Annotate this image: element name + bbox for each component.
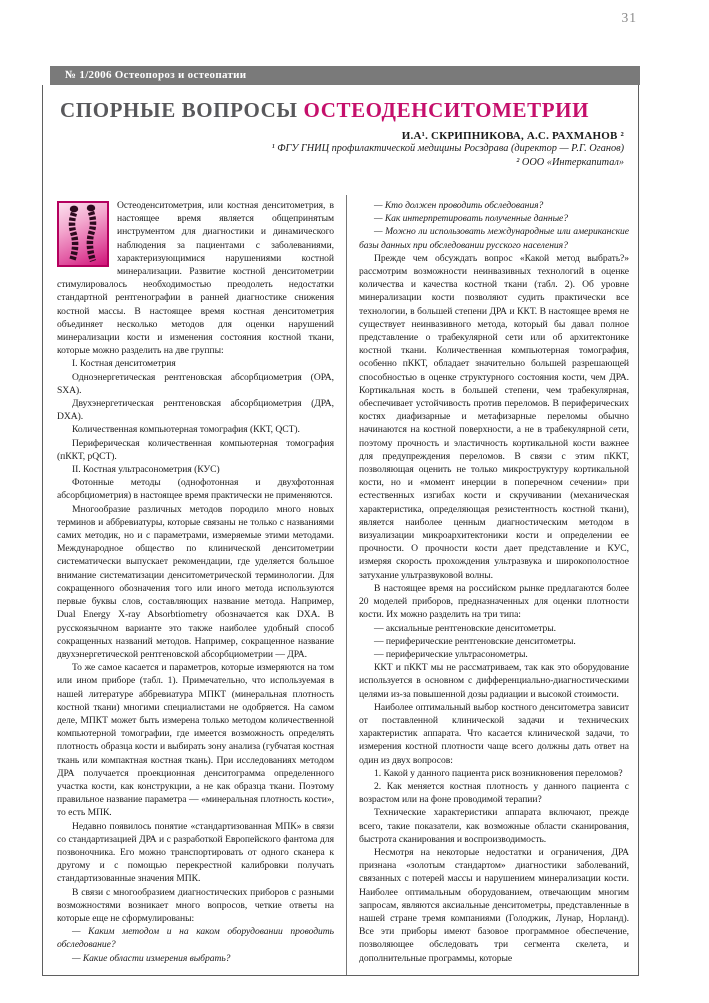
paragraph: — аксиальные рентгеновские денситометры. [374,622,556,634]
spine-silhouettes-image [57,201,109,267]
article-columns [43,195,638,975]
paragraph: 2. Как меняется костная плотность у данного пациента с возрастом или на фоне проводимой терапии? [359,780,629,806]
paragraph: — Кто должен проводить обследования? [374,200,544,211]
paragraph: Технические характеристики аппарата включают, прежде всего, такие показатели, как возможные области сканирования, быстрота сканирования и воспроизводимость. [359,807,629,845]
page-number: 31 [621,10,637,25]
paragraph: — Какие области измерения выбрать? [72,952,231,964]
authors-line: И.А¹. СКРИПНИКОВА, А.С. РАХМАНОВ ² [401,130,624,142]
left-column [43,195,346,975]
paragraph: Прежде чем обсуждать вопрос «Какой метод выбрать?» рассмотрим возможности неинвазивных технологий в оценке количества и качества костной ткани (табл. 2). Об уровне минерализации кости позволяют судить практически все технологии, в большей степени ДРА и ККТ. В настоящее время не существует неинвазивного метода, который бы давал полное представление о трабекулярной сети или об архитектонике костной ткани. Количественная компьютерная томография, особенно пККТ, обладает значительно большей разрешающей способностью в оценке структурного состояния кости, чем ДРА. Кортикальная кость в большей степени, чем трабекулярная, обеспечивает устойчивость против переломов. В периферических костях диафизарные и метафизарные переломы обычно начинаются на костной поверхности, а не в трабекулярной сети, поэтому прочность и эластичность кортикальной кости важнее для предупреждения переломов. В связи с этим пККТ, позволяющая оценить не только микроструктуру кортикальной кости, но и «момент инерции в поперечном сечении» при естественных изгибах кости и скручивании (механическая характеристика, определяющая резистентность костной ткани), является наиболее ценным диагностическим методом в визуализации микроархитектоники кости и определении ее прочности. О прочности кости дает представление и КУС, измеряя скорость прохождения ультразвука и широкополостное затухание ультразвуковой волны. [359,252,629,581]
paragraph: I. Костная денситометрия [72,358,176,370]
paragraph: Остеоденситометрия, или костная денситометрия, в настоящее время является общепринятым инструментом для диагностики и динамического наблюдения за пациентами с заболеваниями, характеризующимися нарушениями костной минерализации. Развитие костной денситометрии стимулировалось необходимостью преодолеть недостатки стандартной рентгенографии в ранней диагностике снижения костной массы. В настоящее время костная денситометрия объединяет несколько методов для оценки нарушений минерализации кости и изменения состояния костной ткани, которые можно разделить на две группы: [57,200,334,357]
journal-issue-label: № 1/2006 Остеопороз и остеопатии [65,69,247,81]
article-title-main: СПОРНЫЕ ВОПРОСЫ [60,98,298,122]
right-column [346,195,638,975]
paragraph: Одноэнергетическая рентгеновская абсорбциометрия (ОРА, SXA). [57,371,334,396]
paragraph: — Можно ли использовать международные или американские базы данных при обследовании русского населения? [359,226,629,251]
paragraph: Фотонные методы (однофотонная и двухфотонная абсорбциометрия) в настоящее время практически не применяются. [57,477,334,502]
paragraph: В связи с многообразием диагностических приборов с разными возможностями возникает много вопросов, четкие ответы на которые еще не сформулированы: [57,886,334,924]
title-block [43,98,638,195]
paragraph: ККТ и пККТ мы не рассматриваем, так как это оборудование используется в основном с дифференциально-диагностическими целями из-за повышенной дозы радиации и высокой стоимости. [359,662,629,700]
journal-header-bar [50,66,640,85]
paragraph: Недавно появилось понятие «стандартизованная МПК» в связи со стандартизацией ДРА и с разработкой Европейского фантома для позвоночника. Его можно транспортировать от одного сканера к другому и с помощью перекрестной калибровки получать стандартизованные значения МПК. [57,820,334,885]
affiliation-2: ² ООО «Интеркапитал» [516,156,624,168]
paragraph: — периферические ультрасонометры. [374,648,528,660]
paragraph: Многообразие различных методов породило много новых терминов и аббревиатуры, которые связаны не только с названиями самих методик, но и с параметрами, измеряемые этими методами. Международное общество по клинической денситометрии систематически выпускает рекомендации, где уделяется большое внимание систематизации денситометрической терминологии. Для сокращенного обозначения того или иного метода используются первые буквы слов, составляющих название метода. Например, Dual Energy X-ray Absorbtiometry обозначается как DXA. В русскоязычном варианте это также наиболее удобный способ сокращенных названий методов. Например, сокращенное название двухэнергетической рентгеновской абсорбциометрии — ДРА. [57,503,334,660]
paragraph: — Как интерпретировать полученные данные? [374,213,569,225]
paragraph: — периферические рентгеновские денситометры. [374,635,576,647]
article-title-accent: ОСТЕОДЕНСИТОМЕТРИИ [303,98,590,122]
paragraph: Периферическая количественная компьютерная томография (пККТ, pQCT). [57,437,334,462]
article-title [60,98,638,123]
paragraph: Количественная компьютерная томография (ККТ, QCT). [72,424,300,436]
article-frame [42,85,639,976]
paragraph: 1. Какой у данного пациента риск возникновения переломов? [374,767,623,779]
affiliation-1: ¹ ФГУ ГНИЦ профилактической медицины Росздрава (директор — Р.Г. Оганов) [271,143,624,154]
paragraph: II. Костная ультрасонометрия (КУС) [72,464,220,476]
paragraph: Двухэнергетическая рентгеновская абсорбциометрия (ДРА, DXA). [57,398,334,423]
paragraph: Несмотря на некоторые недостатки и ограничения, ДРА признана «золотым стандартом» диагностики заболеваний, связанных с потерей массы и нарушением минерализации кости. Наиболее оптимальным оборудованием, отвечающим многим запросам, являются аксиальные денситометры, представленные в нашей стране тремя компаниями (Голоджик, Лунар, Норланд). Все эти приборы имеют базовое программное обеспечение, позволяющее обследовать три сегмента скелета, и дополнительные программы, которые [359,846,629,964]
spine-icon [59,203,107,265]
paragraph: То же самое касается и параметров, которые измеряются на том или ином приборе (табл. 1). Примечательно, что используемая в нашей литературе аббревиатура МПКТ (минеральная плотность костной ткани) многими специалистами не одобряется. На самом деле, МПКТ может быть измерена только методом количественной компьютерной томографии, где имеется возможность определять плотность образца кости и выбирать зону анализа (губчатая костная ткань или компактная костная ткань). При исследованиях методом ДРА получается проекционная денситограмма определенного участка кости, как конструкции, а не как образца ткани. Поэтому правильное название параметра — «минеральная плотность кости», то есть МПК. [57,662,334,819]
paragraph: В настоящее время на российском рынке предлагаются более 20 моделей приборов, предназначенных для оценки плотности кости. Их можно разделить на три типа: [359,582,629,621]
paragraph: — Каким методом и на каком оборудовании проводить обследование? [57,926,334,951]
paragraph: Наиболее оптимальный выбор костного денситометра зависит от поставленной клинической задачи и технических характеристик аппарата. Что касается клинической задачи, то измерения костной плотности чаще всего должны дать ответ на один из двух вопросов: [359,701,629,766]
